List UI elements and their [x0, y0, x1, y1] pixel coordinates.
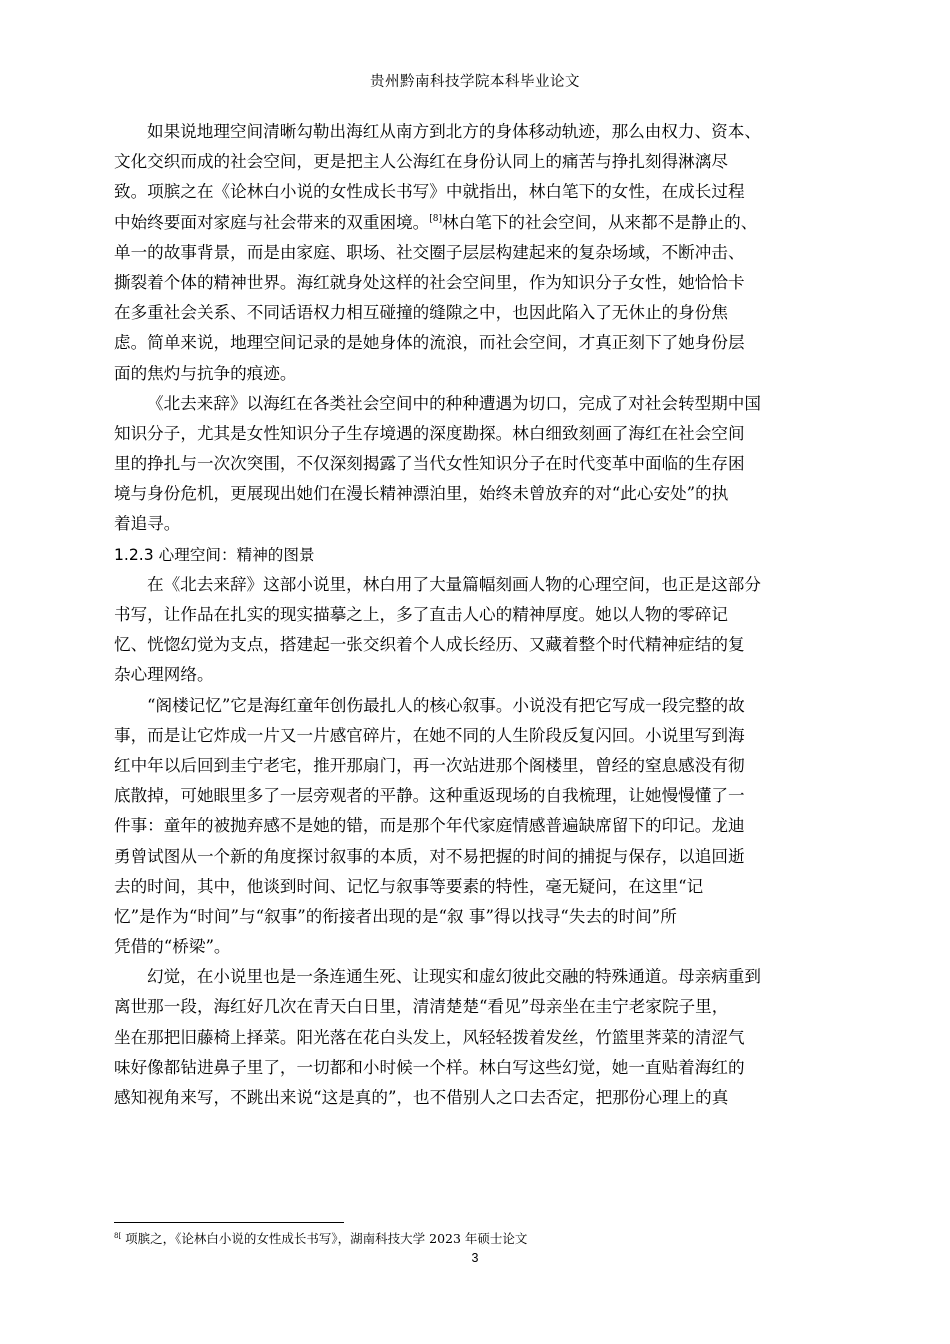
paragraph-summary [114, 389, 854, 540]
paragraph-hallucination [114, 962, 854, 1113]
text-line: 单一的故事背景，而是由家庭、职场、社交圈子层层构建起来的复杂场域，不断冲击、 [114, 242, 745, 262]
page-number: 3 [471, 1251, 479, 1265]
section-heading: 1.2.3 心理空间：精神的图景 [114, 545, 315, 564]
paragraph-attic-memory [114, 691, 854, 963]
text-line: 撕裂着个体的精神世界。海红就身处这样的社会空间里，作为知识分子女性，她恰恰卡 [114, 272, 745, 292]
text-line: 如果说地理空间清晰勾勒出海红从南方到北方的身体移动轨迹，那么由权力、资本、 [147, 122, 761, 141]
footnote-divider [114, 1222, 344, 1223]
text-line: 书写，让作品在扎实的现实描摹之上，多了直击人心的精神厚度。她以人物的零碎记 [114, 605, 728, 624]
text-line: 去的时间，其中，他谈到时间、记忆与叙事等要素的特性，毫无疑问，在这里“记 [114, 876, 704, 896]
text-line: 事，而是让它炸成一片又一片感官碎片，在她不同的人生阶段反复闪回。小说里写到海 [114, 725, 745, 745]
text-line: 件事：童年的被抛弃感不是她的错，而是那个年代家庭情感普遍缺席留下的印记。龙迪 [114, 816, 745, 836]
text-line: 境与身份危机，更展现出她们在漫长精神漂泊里，始终未曾放弃的对“此心安处”的执 [114, 484, 729, 504]
text-line: 幻觉，在小说里也是一条连通生死、让现实和虚幻彼此交融的特殊通道。母亲病重到 [147, 967, 761, 987]
text-line: 红中年以后回到圭宁老宅，推开那扇门，再一次站进那个阁楼里，曾经的窒息感没有彻 [114, 755, 745, 775]
text-line: 在多重社会关系、不同话语权力相互碰撞的缝隙之中，也因此陷入了无休止的身份焦 [114, 303, 728, 323]
text-line: 味好像都钻进鼻子里了，一切都和小时候一个样。林白写这些幻觉，她一直贴着海红的 [114, 1057, 745, 1077]
text-line-with-citation [114, 208, 854, 238]
paragraph-psychological-space [114, 570, 854, 691]
text-line: 里的挣扎与一次次突围，不仅深刻揭露了当代女性知识分子在时代变革中面临的生存困 [114, 454, 745, 474]
text-line: 杂心理网络。 [114, 665, 214, 685]
text-line: 底散掉，可她眼里多了一层旁观者的平静。这种重返现场的自我梳理，让她慢慢懂了一 [114, 786, 745, 806]
page-header: 贵州黔南科技学院本科毕业论文 [370, 74, 580, 90]
text-line: 着追寻。 [114, 514, 181, 534]
text-line: 虑。简单来说，地理空间记录的是她身体的流浪，而社会空间，才真正刻下了她身份层 [114, 333, 745, 353]
text-line: 《北去来辞》以海红在各类社会空间中的种种遭遇为切口，完成了对社会转型期中国 [147, 393, 761, 413]
footnote [114, 1229, 527, 1247]
citation-mark: [8] [429, 213, 443, 224]
paragraph-social-space [114, 117, 854, 389]
text-line: 在《北去来辞》这部小说里，林白用了大量篇幅刻画人物的心理空间，也正是这部分 [147, 574, 761, 594]
text-line: 感知视角来写，不跳出来说“这是真的”，也不借别人之口去否定，把那份心理上的真 [114, 1088, 729, 1107]
footnote-mark: 8[ [114, 1232, 122, 1240]
text-line: 忆、恍惚幻觉为支点，搭建起一张交织着个人成长经历、又藏着整个时代精神症结的复 [114, 635, 745, 655]
text-line: 凭借的“桥梁”。 [114, 937, 231, 957]
footnote-text: 项膑之，《论林白小说的女性成长书写》，湖南科技大学 2023 年硕士论文 [125, 1231, 528, 1246]
text-line: 致。项膑之在《论林白小说的女性成长书写》中就指出，林白笔下的女性，在成长过程 [114, 182, 745, 202]
text-line: 面的焦灼与抗争的痕迹。 [114, 363, 297, 383]
text-line: 勇曾试图从一个新的角度探讨叙事的本质，对不易把握的时间的捕捉与保存，以追回逝 [114, 846, 745, 866]
text-line: 文化交织而成的社会空间，更是把主人公海红在身份认同上的痛苦与挣扎刻得淋漓尽 [114, 152, 728, 172]
text-line: 坐在那把旧藤椅上择菜。阳光落在花白头发上，风轻轻拨着发丝，竹篮里荠菜的清涩气 [114, 1027, 745, 1047]
text-line: 离世那一段，海红好几次在青天白日里，清清楚楚“看见”母亲坐在圭宁老家院子里， [114, 997, 729, 1017]
text-line: 知识分子，尤其是女性知识分子生存境遇的深度勘探。林白细致刻画了海红在社会空间 [114, 423, 745, 443]
text-segment: 林白笔下的社会空间，从来都不是静止的、 [442, 212, 758, 232]
text-line: “阁楼记忆”它是海红童年创伤最扎人的核心叙事。小说没有把它写成一段完整的故 [147, 695, 745, 715]
text-segment: 中始终要面对家庭与社会带来的双重困境。 [114, 212, 430, 232]
text-line: 忆”是作为“时间”与“叙事”的衔接者出现的是“叙 事”得以找寻“失去的时间”所 [114, 906, 677, 926]
body-text [114, 117, 854, 1113]
